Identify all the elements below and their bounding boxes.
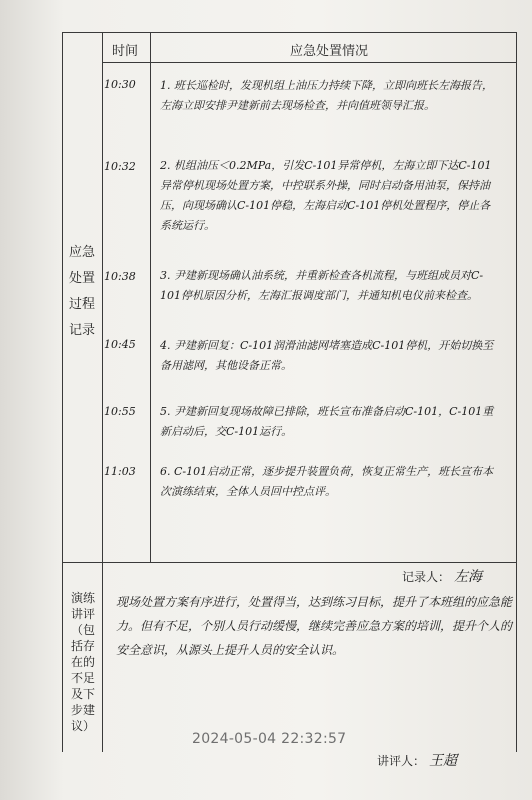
entry-time: 10:32	[104, 160, 136, 173]
header-underline	[102, 62, 517, 63]
entry-text: 3. 尹建新现场确认油系统，并重新检查各机流程，与班组成员对C-101停机原因分析，左海汇报调度部门，并通知机电仪前来检查。	[160, 269, 484, 302]
recorder-signature: 左海	[454, 569, 483, 585]
table-border-top	[62, 32, 517, 33]
section-divider	[62, 562, 517, 563]
process-record-label	[64, 240, 100, 344]
recorder-field	[402, 566, 482, 586]
entry-time: 10:45	[104, 338, 136, 351]
entry-time: 11:03	[104, 465, 136, 478]
review-label-line: 议）	[70, 719, 95, 733]
entry-time: 10:38	[104, 270, 136, 283]
recorder-label: 记录人：	[402, 570, 451, 584]
table-divider-label	[102, 32, 103, 752]
entry-text: 5. 尹建新回复现场故障已排除，班长宣布准备启动C-101，C-101重新启动后，交C-101运行。	[160, 405, 494, 438]
review-label-line: 及下	[70, 687, 95, 701]
entry-text: 4. 尹建新回复：C-101润滑油滤网堵塞造成C-101停机，开始切换至备用滤网，其他设备正常。	[160, 339, 494, 372]
table-border-right	[516, 32, 517, 752]
entry-time: 10:55	[104, 405, 136, 418]
entry-text: 1. 班长巡检时，发现机组上油压力持续下降，立即向班长左海报告，左海立即安排尹建新前去现场检查，并向值班领导汇报。	[160, 79, 493, 112]
review-label-line: 不足	[70, 671, 95, 685]
review-label-line: 讲评	[70, 607, 95, 621]
table-border-left	[62, 32, 63, 752]
reviewer-label: 讲评人：	[377, 754, 426, 768]
entry-time: 10:30	[104, 78, 136, 91]
process-label-line: 处置	[68, 271, 95, 286]
review-label	[64, 590, 102, 734]
review-label-line: 括存	[70, 639, 95, 653]
review-label-line: 演练	[70, 591, 95, 605]
header-time: 时间	[112, 44, 139, 59]
entry-text: 6. C-101启动正常，逐步提升装置负荷，恢复正常生产，班长宣布本次演练结束，全体人员回中控点评。	[160, 465, 494, 498]
process-label-line: 记录	[68, 323, 95, 338]
reviewer-signature: 王超	[429, 753, 458, 769]
table-divider-time	[150, 32, 151, 562]
review-text: 现场处置方案有序进行，处置得当，达到练习目标，提升了本班组的应急能力。但有不足，个别人员行动缓慢，继续完善应急方案的培训，提升个人的安全意识，从源头上提升人员的安全认识。	[116, 595, 513, 657]
entry-text: 2. 机组油压＜0.2MPa，引发C-101异常停机，左海立即下达C-101异常停机现场处置方案，中控联系外操，同时启动备用油泵，保持油压，向现场确认C-101停稳，左海启动C-101停机处置程序，停止各系统运行。	[160, 159, 492, 232]
review-label-line: 在的	[70, 655, 95, 669]
photo-timestamp: 2024-05-04 22:32:57	[192, 731, 347, 747]
review-label-line: （包	[70, 623, 95, 637]
process-label-line: 过程	[68, 297, 95, 312]
header-situation: 应急处置情况	[290, 44, 369, 59]
review-label-line: 步建	[70, 703, 95, 717]
reviewer-field	[377, 750, 457, 770]
process-label-line: 应急	[68, 245, 95, 260]
